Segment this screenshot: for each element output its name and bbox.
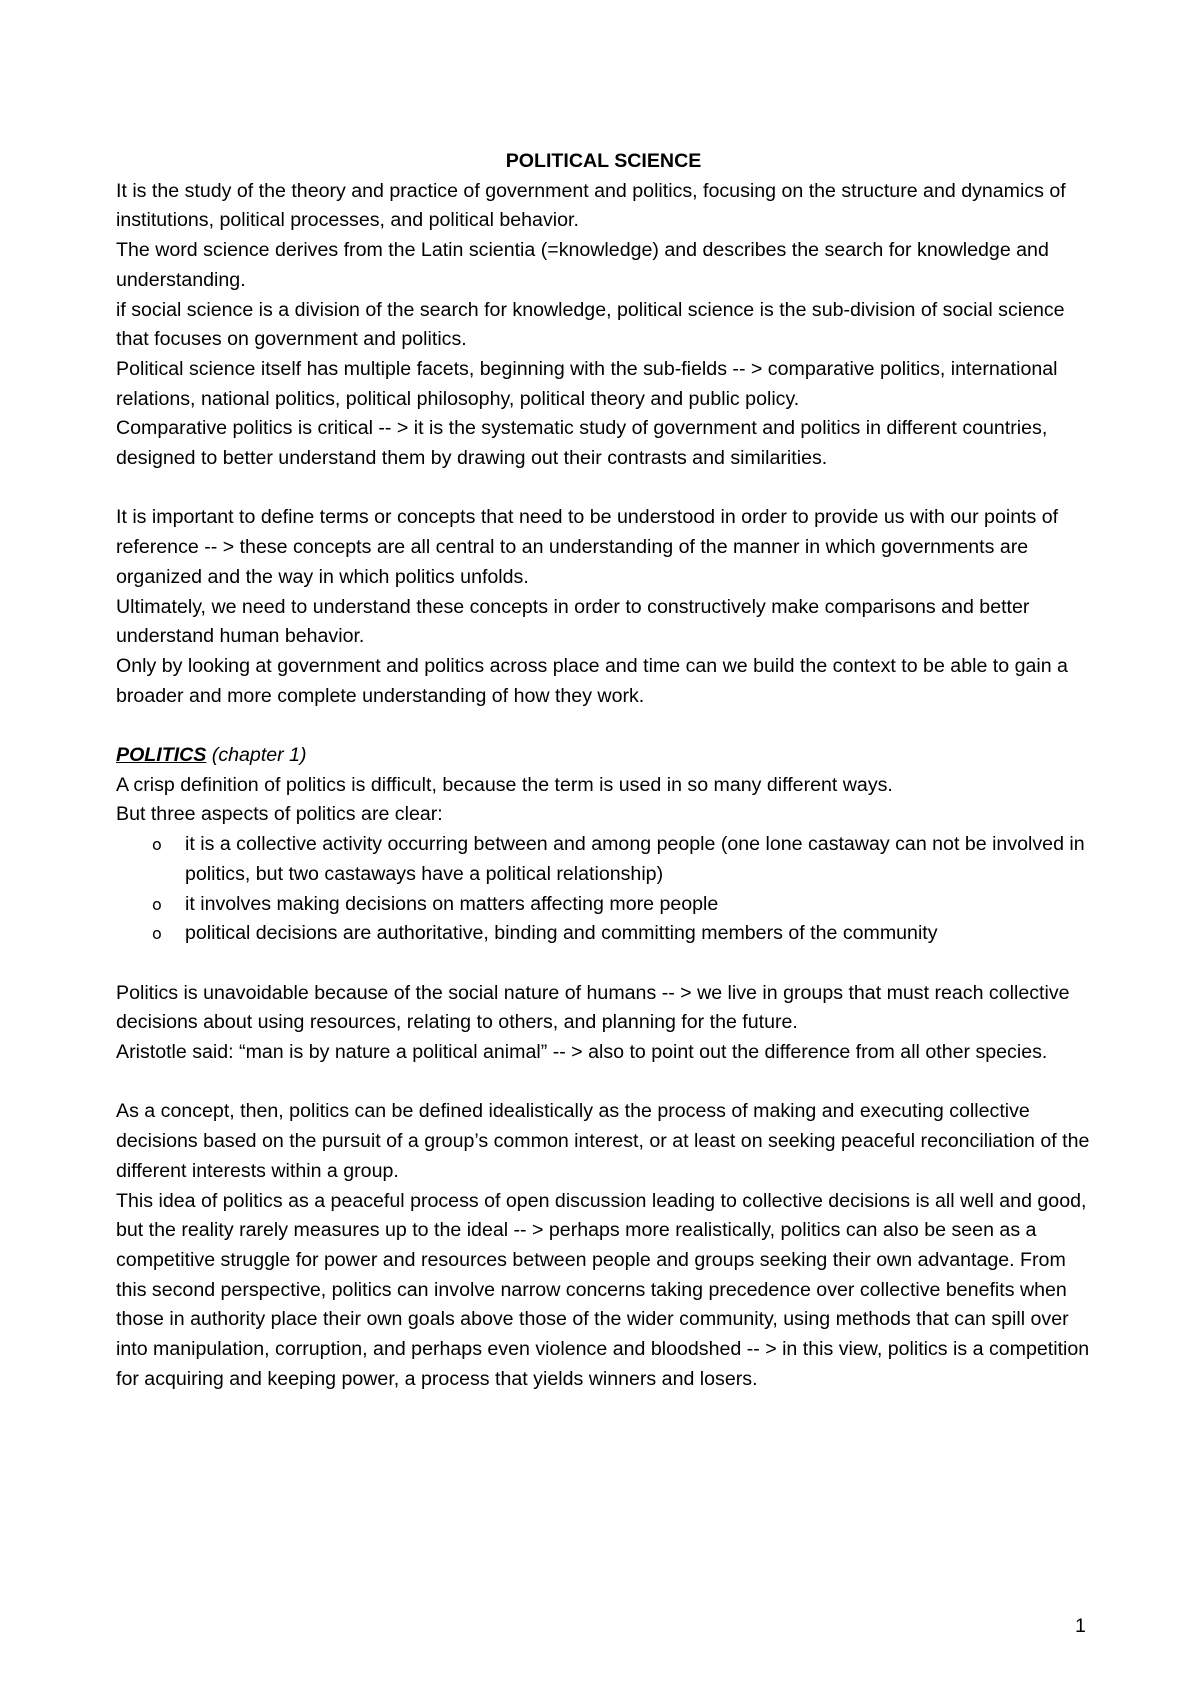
blank-line (116, 1068, 1091, 1098)
paragraph: But three aspects of politics are clear: (116, 803, 443, 826)
bullet-item: o it is a collective activity occurring between and among people (one lone castaway can not be involved in politics, but two castaways have a political relationship) (116, 830, 1091, 889)
bullet-item: o political decisions are authoritative, binding and committing members of the community (116, 919, 1091, 949)
paragraph: Ultimately, we need to understand these concepts in order to constructively make comparisons and better understand human behavior. (116, 595, 1030, 648)
paragraph: if social science is a division of the search for knowledge, political science is the sub-division of social science that focuses on government and politics. (116, 298, 1065, 351)
blank-line (116, 949, 1091, 979)
paragraph: A crisp definition of politics is difficult, because the term is used in so many different ways. (116, 773, 893, 796)
paragraph: It is the study of the theory and practice of government and politics, focusing on the structure and dynamics of institutions, political processes, and political behavior. (116, 179, 1066, 232)
bullet-list (116, 830, 1091, 949)
paragraph: Aristotle said: “man is by nature a political animal” -- > also to point out the difference from all other species. (116, 1041, 1048, 1064)
page-number: 1 (1075, 1615, 1086, 1637)
bullet-text: political decisions are authoritative, binding and committing members of the community (185, 922, 938, 945)
document-title: POLITICAL SCIENCE (505, 150, 702, 172)
paragraph: Comparative politics is critical -- > it is the systematic study of government and politics in different countries, designed to better understand them by drawing out their contrasts and similarities. (116, 417, 1048, 470)
blank-line (116, 711, 1091, 741)
blank-line (116, 474, 1091, 504)
bullet-text: it involves making decisions on matters affecting more people (185, 892, 719, 915)
paragraph: Politics is unavoidable because of the social nature of humans -- > we live in groups that must reach collective decisions about using resources, relating to others, and planning for the future. (116, 981, 1070, 1034)
paragraph: This idea of politics as a peaceful process of open discussion leading to collective decisions is all well and good, but the reality rarely measures up to the ideal -- > perhaps more realistically, politics can also be seen as a competitive struggle for power and resources between people and groups seeking their own advantage. From this second perspective, politics can involve narrow concerns taking precedence over collective benefits when those in authority place their own goals above those of the wider community, using methods that can spill over into manipulation, corruption, and perhaps even violence and bloodshed -- > in this view, politics is a competition for acquiring and keeping power, a process that yields winners and losers. (116, 1189, 1090, 1390)
section-heading-rest: (chapter 1) (206, 744, 307, 767)
document-body (116, 147, 1091, 1394)
paragraph: The word science derives from the Latin scientia (=knowledge) and describes the search for knowledge and understanding. (116, 239, 1049, 291)
bullet-text: it is a collective activity occurring between and among people (one lone castaway can not be involved in politics, but two castaways have a political relationship) (185, 833, 1085, 885)
section-heading-strong: POLITICS (116, 744, 207, 767)
bullet-item: o it involves making decisions on matters affecting more people (116, 890, 1091, 920)
section-heading (116, 741, 1091, 771)
paragraph: Political science itself has multiple facets, beginning with the sub-fields -- > comparative politics, international relations, national politics, political philosophy, political theory and public policy. (116, 357, 1058, 410)
paragraph: It is important to define terms or concepts that need to be understood in order to provide us with our points of reference -- > these concepts are all central to an understanding of the manner in which governments are organized and the way in which politics unfolds. (116, 506, 1059, 588)
paragraph: As a concept, then, politics can be defined idealistically as the process of making and executing collective decisions based on the pursuit of a group’s common interest, or at least on seeking peaceful reconciliation of the different interests within a group. (116, 1100, 1090, 1182)
paragraph: Only by looking at government and politics across place and time can we build the context to be able to gain a broader and more complete understanding of how they work. (116, 654, 1068, 707)
